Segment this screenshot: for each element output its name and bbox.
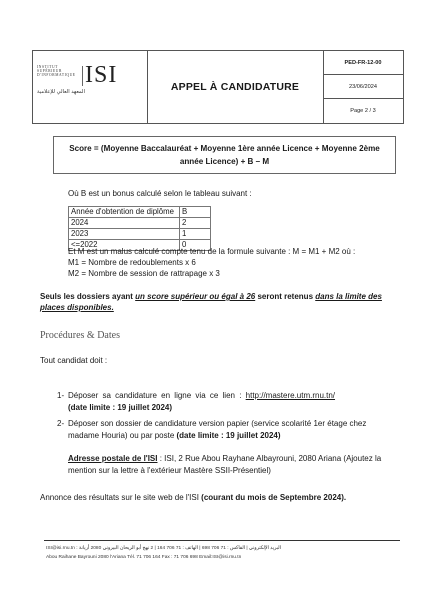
list-item-online [68, 390, 400, 413]
retained-line2: places disponibles. [40, 303, 114, 312]
bonus-table [68, 206, 211, 251]
retained-text: seront retenus [255, 292, 316, 301]
deadline-text: (date limite : 19 juillet 2024) [176, 430, 281, 440]
retained-line1 [40, 291, 382, 302]
table-cell: 2024 [69, 218, 180, 229]
limit-text: dans la limite des [315, 292, 382, 301]
results-text: Annonce des résultats sur le site web de l'ISI [40, 493, 202, 502]
table-header-row [69, 207, 211, 218]
logo-separator [82, 66, 83, 86]
address-text: : ISI, 2 Rue Abou Rayhane Albayrouni, 2080 Ariana (Ajoutez la [157, 454, 382, 463]
score-formula-line1: Score = (Moyenne Baccalauréat + Moyenne 1ère année Licence + Moyenne 2ème [69, 144, 380, 153]
score-threshold: un score supérieur ou égal à 26 [135, 292, 256, 301]
footer-contact-latin: Abou Raihane Bayrouni 2080 l'Ariana Tél. 71 706 164 Fax : 71 706 698 Email:ISI@isi.rnu.tn [46, 555, 242, 560]
table-cell: 1 [180, 229, 211, 240]
page-number: Page 2 / 3 [350, 108, 376, 114]
table-header-cell: B [180, 207, 211, 218]
table-header-cell: Année d'obtention de diplôme [69, 207, 180, 218]
postal-address [68, 453, 408, 476]
list-item-paper [68, 418, 404, 441]
bonus-intro: Où B est un bonus calculé selon le tableau suivant : [68, 189, 252, 198]
malus-m1: M1 = Nombre de redoublements x 6 [68, 258, 196, 267]
table-cell: 2023 [69, 229, 180, 240]
table-row [69, 229, 211, 240]
malus-formula: Et M est un malus calculé compte tenu de la formule suivante : M = M1 + M2 où : [68, 247, 356, 256]
results-announcement [40, 492, 346, 503]
document-date: 23/06/2024 [323, 75, 403, 99]
procedures-intro: Tout candidat doit : [40, 356, 108, 365]
retained-text: Seuls les dossiers ayant [40, 292, 136, 301]
document-header [32, 50, 404, 124]
score-formula-line2: année Licence) + B – M [179, 157, 270, 166]
address-text: mention sur la lettre à l'extérieur Mastère SSII-Présentiel) [68, 465, 271, 475]
footer-contact-arabic: ISI@isi.rnu.tn : البريد الإلكتروني | الفاكس : 71 706 698 | الهاتف : 71 706 164 | 2 نهج أبو الريحان البيروني 2080 أريانة [46, 546, 281, 551]
score-formula-box [53, 136, 396, 174]
table-cell: <=2022 [69, 240, 180, 251]
institution-logo [33, 51, 148, 123]
list-number: 1- [57, 391, 65, 400]
results-date: (courant du mois de Septembre 2024). [201, 493, 347, 502]
table-row [69, 218, 211, 229]
title-cell [147, 51, 324, 123]
document-title: APPEL À CANDIDATURE [170, 81, 300, 93]
application-link[interactable]: http://mastere.utm.rnu.tn/ [245, 391, 336, 400]
meta-cell [323, 51, 403, 123]
document-code: PED-FR-12-00 [323, 51, 403, 75]
list-item-text: Déposer sa candidature en ligne via ce lien : [68, 391, 246, 400]
list-item-text: madame Houria) ou par poste [68, 430, 177, 440]
table-cell: 0 [180, 240, 211, 251]
section-title: Procédures & Dates [40, 330, 120, 341]
footer-divider [44, 540, 400, 541]
logo-latin-text: INSTITUT SUPÉRIEUR D'INFORMATIQUE [37, 65, 76, 78]
table-cell: 2 [180, 218, 211, 229]
list-item-text: Déposer son dossier de candidature version papier (service scolarité 1er étage chez [68, 419, 367, 428]
address-label: Adresse postale de l'ISI [68, 454, 158, 463]
logo-arabic-text: المعهد العالي للإعلامية [37, 89, 85, 95]
list-number: 2- [57, 419, 65, 428]
malus-m2: M2 = Nombre de session de rattrapage x 3 [68, 269, 220, 278]
deadline-text: (date limite : 19 juillet 2024) [68, 402, 173, 412]
logo-mark: ISI [85, 62, 118, 88]
